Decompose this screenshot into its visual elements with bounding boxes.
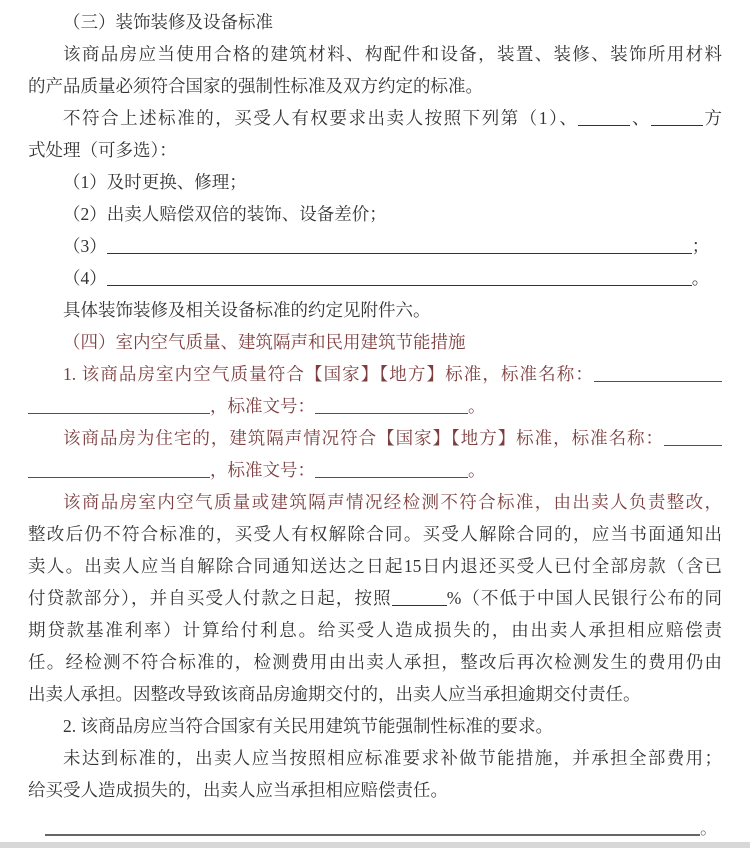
noncompliance-clause-line-7 <box>28 678 722 710</box>
page-bottom-edge <box>0 842 750 848</box>
text-run: 2. 该商品房应当符合国家有关民用建筑节能强制性标准的要求。 <box>63 716 553 736</box>
energy-standard-clause <box>28 710 722 742</box>
materials-clause-line-2 <box>28 70 722 102</box>
text-run: 未达到标准的，出卖人应当按照相应标准要求补做节能措施，并承担全部费用； <box>63 748 722 768</box>
sound-insulation-clause-line-2 <box>28 454 722 486</box>
blank-field <box>315 461 468 479</box>
blank-field <box>28 397 210 415</box>
text-run: 卖人。出卖人应当自解除合同通知送达之日起15日内退还买受人已付全部房款（含已 <box>28 556 722 576</box>
blank-field <box>107 269 692 287</box>
text-run: 出卖人承担。因整改导致该商品房逾期交付的，出卖人应当承担逾期交付责任。 <box>28 684 641 704</box>
text-run: （2）出卖人赔偿双倍的装饰、设备差价； <box>63 204 387 224</box>
option-3 <box>28 230 722 262</box>
blank-field <box>107 237 692 255</box>
text-run: （1）及时更换、修理； <box>63 172 247 192</box>
remedy-intro-line-1 <box>28 102 722 134</box>
section-4-heading <box>28 326 722 358</box>
text-run: ，标准文号： <box>210 396 315 416</box>
blank-field <box>28 461 210 479</box>
text-run: 式处理（可多选）： <box>28 140 177 160</box>
section-3-heading <box>28 6 722 38</box>
text-run: 期贷款基准利率）计算给付利息。给买受人造成损失的，由出卖人承担相应赔偿责 <box>28 620 722 640</box>
text-run: 的产品质量必须符合国家的强制性标准及双方约定的标准。 <box>28 76 483 96</box>
text-run: 给买受人造成损失的，出卖人应当承担相应赔偿责任。 <box>28 780 448 800</box>
blank-field <box>392 589 447 607</box>
air-quality-clause-line-2 <box>28 390 722 422</box>
text-run: 付贷款部分），并自买受人付款之日起，按照 <box>28 588 392 608</box>
noncompliance-clause-line-3 <box>28 550 722 582</box>
text-run: （四）室内空气质量、建筑隔声和民用建筑节能措施 <box>63 332 466 352</box>
text-run: 。 <box>691 268 710 288</box>
text-run: 方 <box>702 108 723 128</box>
text-run: 、 <box>630 108 651 128</box>
blank-field <box>651 109 703 127</box>
text-run: 具体装饰装修及相关设备标准的约定见附件六。 <box>63 300 431 320</box>
blank-field <box>594 365 722 383</box>
noncompliance-clause-line-4 <box>28 582 722 614</box>
text-run: 整改后仍不符合标准的，买受人有权解除合同。买受人解除合同的，应当书面通知出 <box>28 524 722 544</box>
text-run: （三）装饰装修及设备标准 <box>63 12 273 32</box>
text-run: 任。经检测不符合标准的，检测费用由出卖人承担，整改后再次检测发生的费用仍由 <box>28 652 722 672</box>
text-run: 1. 该商品房室内空气质量符合【国家】【地方】标准，标准名称： <box>63 364 594 384</box>
air-quality-clause-line-1 <box>28 358 722 390</box>
energy-remedy-clause-line-1 <box>28 742 722 774</box>
text-run: （4） <box>63 268 107 288</box>
blank-field <box>315 397 468 415</box>
noncompliance-clause-line-1 <box>28 486 722 518</box>
text-run: （3） <box>63 236 107 256</box>
blank-field <box>45 819 700 837</box>
noncompliance-clause-line-6 <box>28 646 722 678</box>
text-run: 该商品房室内空气质量或建筑隔声情况经检测不符合标准，由出卖人负责整改， <box>63 492 722 512</box>
option-2 <box>28 198 722 230</box>
text-run: 该商品房应当使用合格的建筑材料、构配件和设备，装置、装修、装饰所用材料 <box>63 44 722 64</box>
option-4 <box>28 262 722 294</box>
text-run: 。 <box>700 818 718 838</box>
text-run: 不符合上述标准的，买受人有权要求出卖人按照下列第（1）、 <box>63 108 579 128</box>
remedy-intro-line-2 <box>28 134 722 166</box>
bottom-blank-line <box>28 812 722 844</box>
text-run: %（不低于中国人民银行公布的同 <box>446 588 722 608</box>
blank-field <box>578 109 630 127</box>
sound-insulation-clause-line-1 <box>28 422 722 454</box>
text-run: 。 <box>468 460 486 480</box>
text-run: ，标准文号： <box>210 460 315 480</box>
materials-clause-line-1 <box>28 38 722 70</box>
attachment-note <box>28 294 722 326</box>
noncompliance-clause-line-2 <box>28 518 722 550</box>
text-run: 该商品房为住宅的，建筑隔声情况符合【国家】【地方】标准，标准名称： <box>63 428 664 448</box>
blank-field <box>664 429 722 447</box>
energy-remedy-clause-line-2 <box>28 774 722 806</box>
option-1 <box>28 166 722 198</box>
text-run: 。 <box>468 396 486 416</box>
noncompliance-clause-line-5 <box>28 614 722 646</box>
text-run: ； <box>691 236 710 256</box>
